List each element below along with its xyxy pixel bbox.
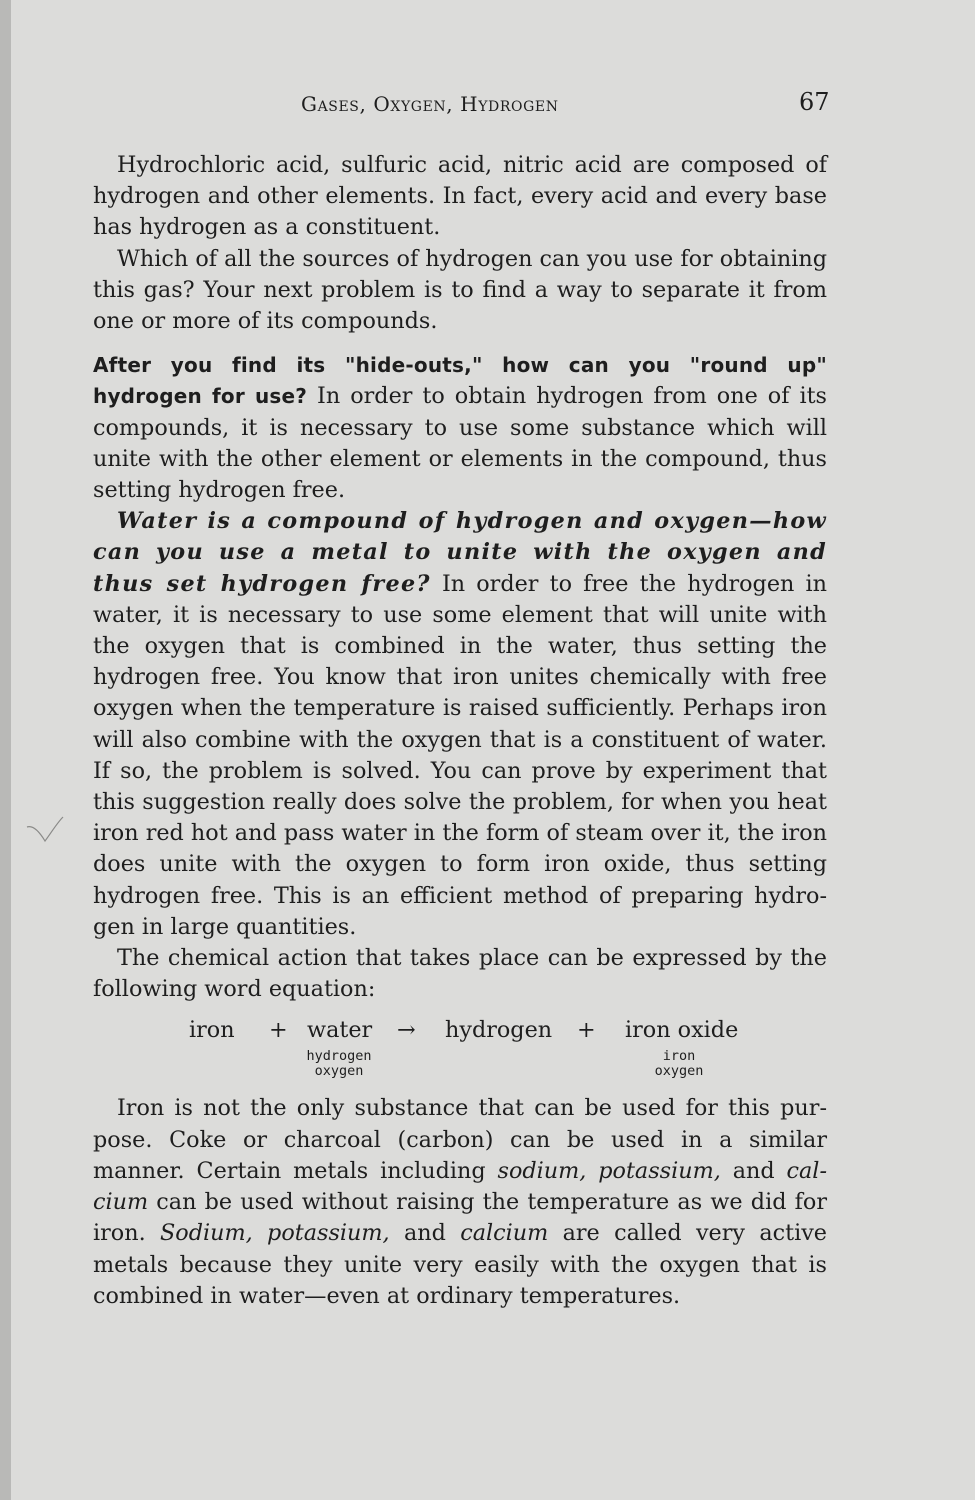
equation-iron-oxide: iron oxide [625, 1017, 739, 1044]
equation-plus-1: + [269, 1017, 288, 1044]
equation-plus-2: + [577, 1017, 596, 1044]
text-run: and [389, 1220, 461, 1247]
section-heading-water: Water is a compound of hydrogen and oxygen—how can you use a metal to unite with the oxygen and thus set hydrogen free? [93, 508, 827, 597]
water-constituent-hydrogen: hydrogen [306, 1048, 372, 1065]
oxide-constituent-oxygen: oxygen [654, 1063, 704, 1080]
word-equation [93, 1015, 827, 1091]
paragraph-acids: Hydrochloric acid, sulfuric acid, nitric acid are composed of hydrogen and other elements. In fact, every acid and every base has hydrogen as a constituent. [93, 152, 827, 241]
text-run: and [720, 1157, 787, 1184]
body-text [93, 150, 827, 1312]
margin-pencil-mark-icon [25, 815, 65, 849]
paragraph-other-substances [93, 1093, 827, 1311]
paragraph-chemical-action: The chemical action that takes place can be expressed by the following word equation: [93, 945, 827, 1003]
water-constituents [289, 1049, 389, 1079]
book-page [11, 0, 975, 1500]
oxide-constituents [639, 1049, 719, 1079]
paragraph-round-up [93, 350, 827, 506]
oxide-constituent-iron: iron [662, 1048, 696, 1065]
page-header [11, 88, 975, 122]
paragraph-sources: Which of all the sources of hydrogen can you use for obtaining this gas? Your next problem is to find a way to separate it from one or more of its compounds. [93, 245, 827, 335]
equation-iron: iron [189, 1017, 235, 1044]
section-heading-round-up: After you find its "hide-outs," how can you "round up" hydrogen for use? [93, 353, 827, 409]
running-title: Gases, Oxygen, Hydrogen [301, 92, 559, 116]
text-run: are called very active metals because they unite very easily with the oxygen that is combined in water—even at ordinary temperatures. [93, 1220, 827, 1309]
paragraph-round-up-body: In order to obtain hydrogen from one of its compounds, it is necessary to use some substance which will unite with the other element or elements in the compound, thus setting hydrogen free. [93, 383, 827, 504]
italic-term: sodium, potassium, [497, 1157, 721, 1184]
italic-term: calcium [93, 1157, 827, 1216]
page-edge-shadow [0, 0, 11, 1500]
page-number: 67 [799, 88, 830, 116]
text-run: Iron is not the only substance that can be used for this purpose. Coke or charcoal (carbon) can be used in a similar manner. Certain metals including [93, 1095, 827, 1184]
equation-arrow: → [397, 1017, 416, 1044]
italic-term: calcium [460, 1220, 549, 1247]
text-run: can be used without raising the temperature as we did for iron. [93, 1189, 827, 1247]
paragraph-water-compound [93, 506, 827, 943]
italic-term: Sodium, potassium, [160, 1220, 390, 1247]
equation-water: water [307, 1017, 373, 1044]
equation-hydrogen: hydrogen [445, 1017, 553, 1044]
water-constituent-oxygen: oxygen [314, 1063, 364, 1080]
paragraph-water-body: In order to free the hydrogen in water, it is necessary to use some element that will unite with the oxygen that is combined in the water, thus setting the hydrogen free. You know that iron unites chemically with free oxygen when the temperature is raised sufficiently. Perhaps iron will also combine with the oxygen that is a constituent of water. If so, the problem is solved. You can prove by experiment that this suggestion really does solve the problem, for when you heat iron red hot and pass water in the form of steam over it, the iron does unite with the oxygen to form iron oxide, thus setting hydrogen free. This is an efficient method of preparing hydrogen in large quantities. [93, 570, 828, 940]
